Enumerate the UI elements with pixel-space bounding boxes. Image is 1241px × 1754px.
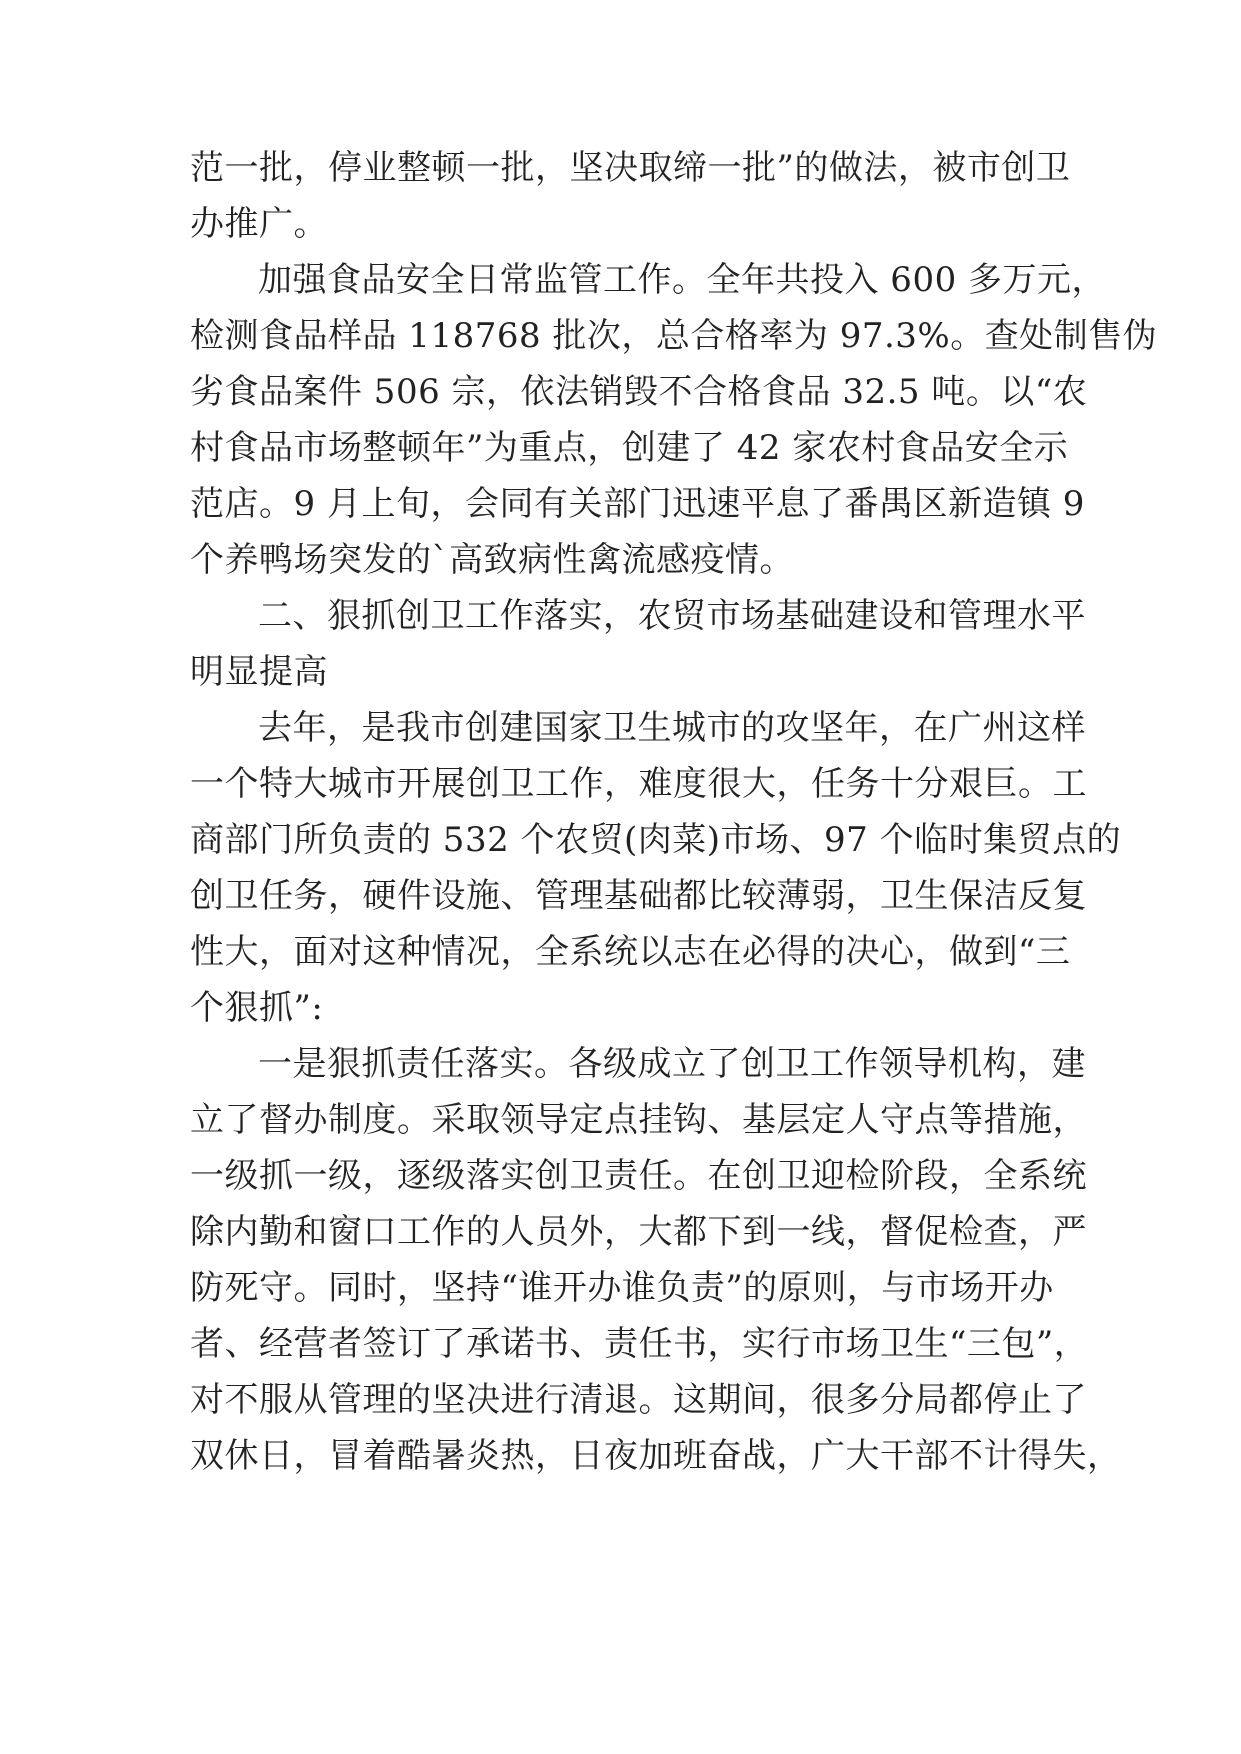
text-line: 一级抓一级，逐级落实创卫责任。在创卫迎检阶段，全系统 (190, 1156, 1087, 1196)
text-line: 村食品市场整顿年”为重点，创建了 42 家农村食品安全示 (190, 428, 1069, 468)
text-line: 者、经营者签订了承诺书、责任书，实行市场卫生“三包”， (190, 1324, 1089, 1364)
text-line: 商部门所负责的 532 个农贸(肉菜)市场、97 个临时集贸点的 (190, 820, 1122, 860)
paragraph-start-line: 加强食品安全日常监管工作。全年共投入 600 多万元， (258, 260, 1107, 300)
text-line: 范一批，停业整顿一批，坚决取缔一批”的做法，被市创卫 (190, 148, 1071, 188)
text-line: 立了督办制度。采取领导定点挂钩、基层定人守点等措施， (190, 1100, 1087, 1140)
text-line: 个养鸭场突发的`高致病性禽流感疫情。 (190, 540, 794, 580)
text-line: 范店。9 月上旬，会同有关部门迅速平息了番禺区新造镇 9 (190, 484, 1085, 524)
text-line: 对不服从管理的坚决进行清退。这期间，很多分局都停止了 (190, 1380, 1087, 1420)
text-line: 性大，面对这种情况，全系统以志在必得的决心，做到“三 (190, 932, 1071, 972)
text-line: 劣食品案件 506 宗，依法销毁不合格食品 32.5 吨。以“农 (190, 372, 1088, 412)
text-line: 检测食品样品 118768 批次，总合格率为 97.3%。查处制售伪 (190, 316, 1158, 356)
text-line: 双休日，冒着酷暑炎热，日夜加班奋战，广大干部不计得失， (190, 1436, 1122, 1476)
text-line: 一个特大城市开展创卫工作，难度很大，任务十分艰巨。工 (190, 764, 1087, 804)
paragraph-start-line: 去年，是我市创建国家卫生城市的攻坚年，在广州这样 (258, 708, 1086, 748)
section-heading-line: 明显提高 (190, 652, 328, 692)
paragraph-start-line: 一是狠抓责任落实。各级成立了创卫工作领导机构，建 (258, 1044, 1086, 1084)
text-line: 个狠抓”: (190, 988, 324, 1028)
text-line: 防死守。同时，坚持“谁开办谁负责”的原则，与市场开办 (190, 1268, 1054, 1308)
text-line: 创卫任务，硬件设施、管理基础都比较薄弱，卫生保洁反复 (190, 876, 1087, 916)
text-line: 办推广。 (190, 204, 328, 244)
text-line: 除内勤和窗口工作的人员外，大都下到一线，督促检查，严 (190, 1212, 1087, 1252)
section-heading-line: 二、狠抓创卫工作落实，农贸市场基础建设和管理水平 (258, 596, 1086, 636)
